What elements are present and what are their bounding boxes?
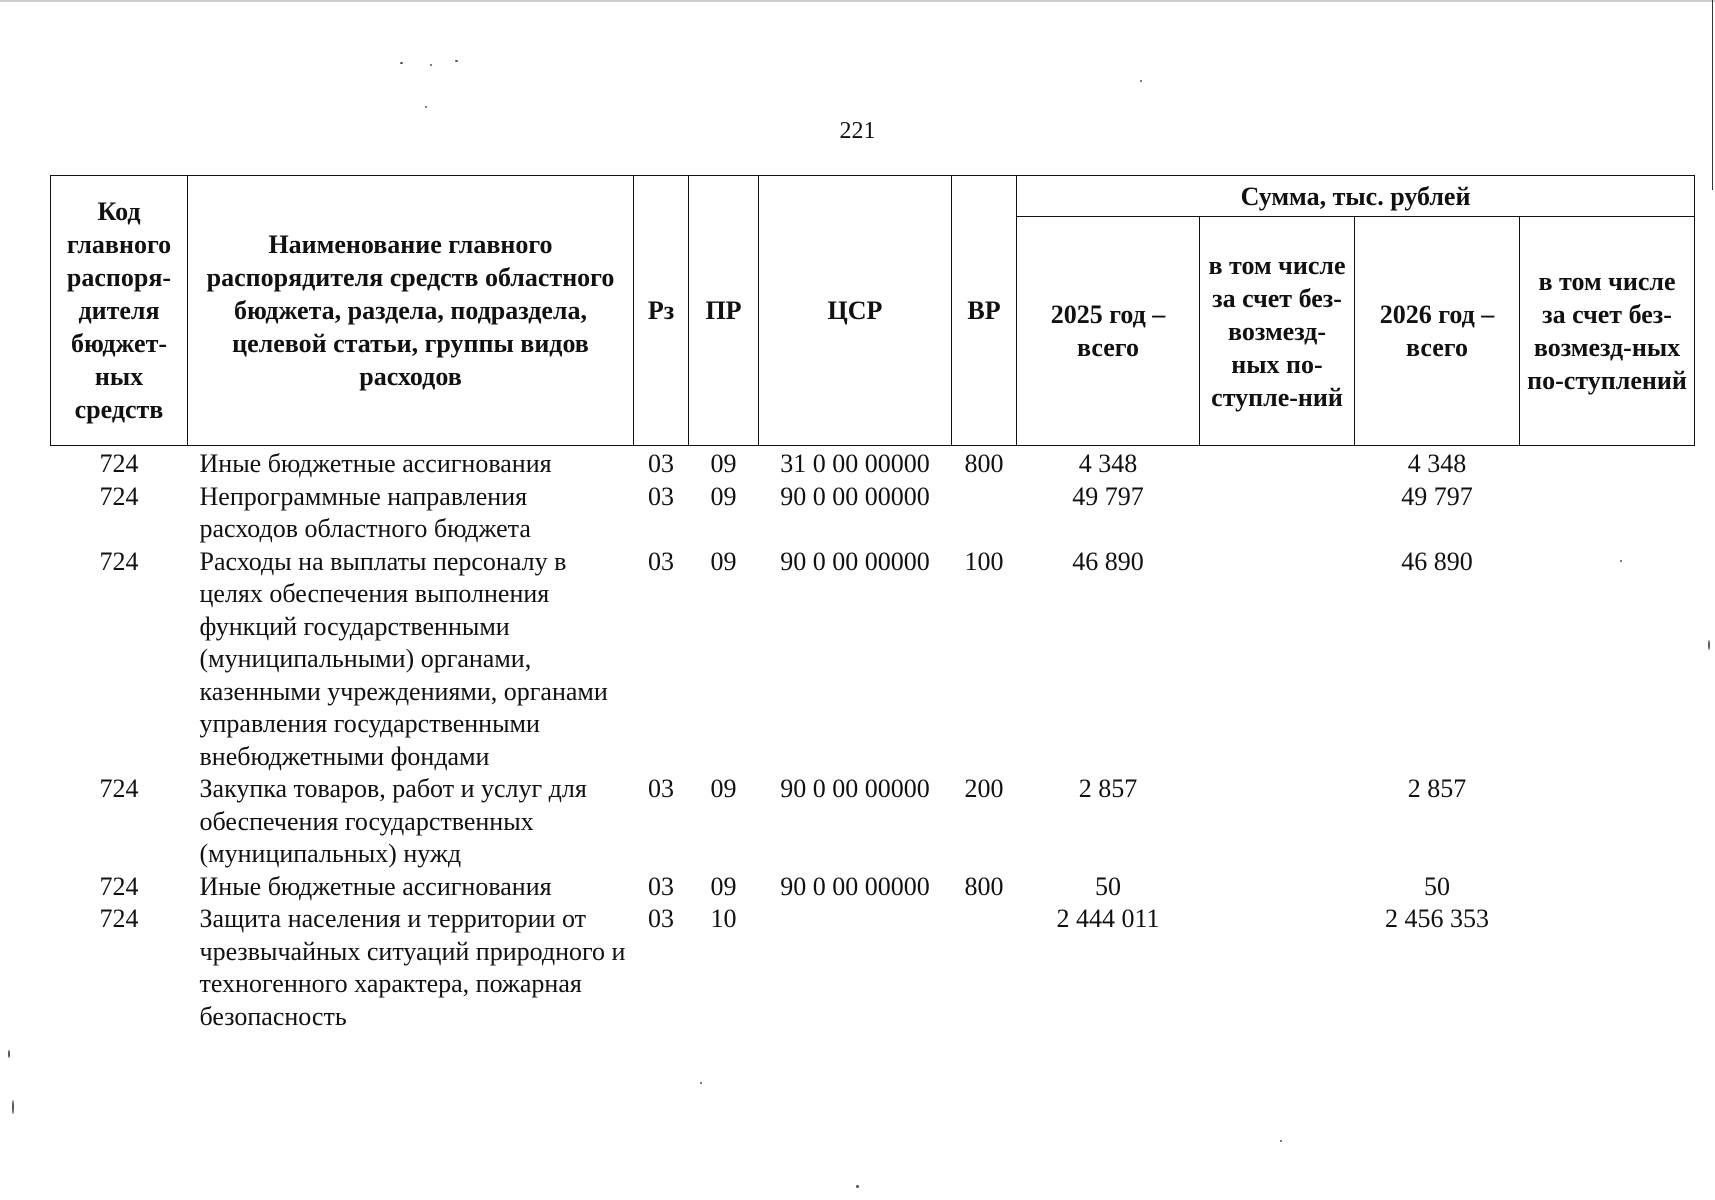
- cell-2026-grants: [1520, 773, 1695, 871]
- cell-name: Расходы на выплаты персоналу в целях обеспечения выполнения функций государственными (муниципальными) органами, казенными учреждениями, органами управления государственными внебюджетными фондами: [199, 546, 608, 771]
- cell-pr: 09: [710, 546, 737, 576]
- header-row: [51, 176, 1695, 217]
- cell-pr: 09: [710, 449, 737, 478]
- header-rz: Рз: [634, 176, 689, 446]
- table-row: [51, 481, 1695, 546]
- cell-2025-total: 46 890: [1072, 546, 1144, 576]
- cell-csr: 90 0 00 00000: [780, 546, 930, 576]
- page-number: 221: [839, 118, 876, 144]
- table-row: [51, 546, 1695, 774]
- cell-vr: 200: [964, 774, 1004, 803]
- cell-vr: 100: [964, 546, 1004, 576]
- cell-2026-total: 4 348: [1407, 449, 1467, 478]
- cell-2026-total: 2 456 353: [1385, 904, 1489, 933]
- cell-name: Иные бюджетные ассигнования: [199, 871, 552, 901]
- cell-pr: 09: [710, 774, 737, 803]
- cell-code: 724: [99, 449, 139, 478]
- cell-rz: 03: [648, 546, 674, 576]
- cell-2026-grants: [1520, 903, 1695, 1033]
- cell-csr: [759, 903, 952, 1033]
- cell-name: Защита населения и территории от чрезвычайных ситуаций природного и техногенного характера, пожарная безопасность: [199, 904, 626, 1031]
- cell-code: 724: [99, 774, 139, 803]
- cell-2025-total: 50: [1095, 871, 1121, 901]
- cell-2026-grants: [1520, 481, 1695, 546]
- cell-2025-total: 2 444 011: [1056, 904, 1160, 933]
- cell-2026-total: 50: [1424, 871, 1450, 901]
- table-row: [51, 773, 1695, 871]
- cell-2025-grants: [1200, 903, 1355, 1033]
- header-vr: ВР: [952, 176, 1017, 446]
- cell-2025-total: 49 797: [1072, 481, 1144, 511]
- cell-pr: 09: [710, 871, 737, 901]
- table-row: [51, 903, 1695, 1033]
- cell-code: 724: [99, 546, 139, 576]
- cell-pr: 09: [710, 481, 737, 511]
- cell-2026-total: 49 797: [1401, 481, 1473, 511]
- cell-code: 724: [99, 904, 139, 933]
- header-2026-grants: в том числе за счет без-возмезд-ных по-ступлений: [1520, 217, 1695, 446]
- cell-2026-grants: [1520, 871, 1695, 904]
- scan-edge: [0, 0, 1715, 2]
- cell-2025-total: 4 348: [1078, 449, 1138, 478]
- cell-2026-total: 2 857: [1407, 774, 1467, 803]
- header-2026-total: 2026 год – всего: [1355, 217, 1520, 446]
- cell-csr: 31 0 00 00000: [780, 449, 930, 478]
- cell-vr: [952, 481, 1017, 546]
- header-name: Наименование главного распорядителя средств областного бюджета, раздела, подраздела, целевой статьи, группы видов расходов: [188, 176, 634, 446]
- cell-csr: 90 0 00 00000: [780, 871, 930, 901]
- cell-vr: 800: [964, 449, 1004, 478]
- header-2025-grants: в том числе за счет без-возмезд-ных по-ступле-ний: [1200, 217, 1355, 446]
- header-code: Код главного распоря-дителя бюджет-ных средств: [51, 176, 188, 446]
- cell-rz: 03: [648, 871, 674, 901]
- table-row: [51, 446, 1695, 481]
- cell-2025-grants: [1200, 446, 1355, 481]
- cell-2025-total: 2 857: [1078, 774, 1138, 803]
- cell-rz: 03: [648, 904, 674, 933]
- cell-name: Непрограммные направления расходов областного бюджета: [199, 481, 531, 543]
- cell-rz: 03: [648, 481, 674, 511]
- table-row: [51, 871, 1695, 904]
- budget-table: [50, 175, 1695, 1033]
- cell-2026-grants: [1520, 546, 1695, 774]
- cell-rz: 03: [648, 449, 674, 478]
- header-csr: ЦСР: [759, 176, 952, 446]
- cell-2025-grants: [1200, 773, 1355, 871]
- cell-name: Закупка товаров, работ и услуг для обеспечения государственных (муниципальных) нужд: [199, 774, 587, 868]
- cell-vr: [952, 903, 1017, 1033]
- header-sum-group: Сумма, тыс. рублей: [1017, 176, 1695, 217]
- cell-2025-grants: [1200, 481, 1355, 546]
- cell-2026-total: 46 890: [1401, 546, 1473, 576]
- cell-2026-grants: [1520, 446, 1695, 481]
- header-pr: ПР: [689, 176, 759, 446]
- cell-csr: 90 0 00 00000: [780, 481, 930, 511]
- scan-edge-right: [1712, 0, 1713, 190]
- cell-2025-grants: [1200, 546, 1355, 774]
- cell-csr: 90 0 00 00000: [780, 774, 930, 803]
- cell-rz: 03: [648, 774, 674, 803]
- cell-code: 724: [99, 481, 139, 511]
- cell-pr: 10: [710, 904, 737, 933]
- cell-2025-grants: [1200, 871, 1355, 904]
- cell-name: Иные бюджетные ассигнования: [199, 449, 552, 478]
- header-2025-total: 2025 год – всего: [1017, 217, 1200, 446]
- cell-code: 724: [99, 871, 139, 901]
- cell-vr: 800: [964, 871, 1004, 901]
